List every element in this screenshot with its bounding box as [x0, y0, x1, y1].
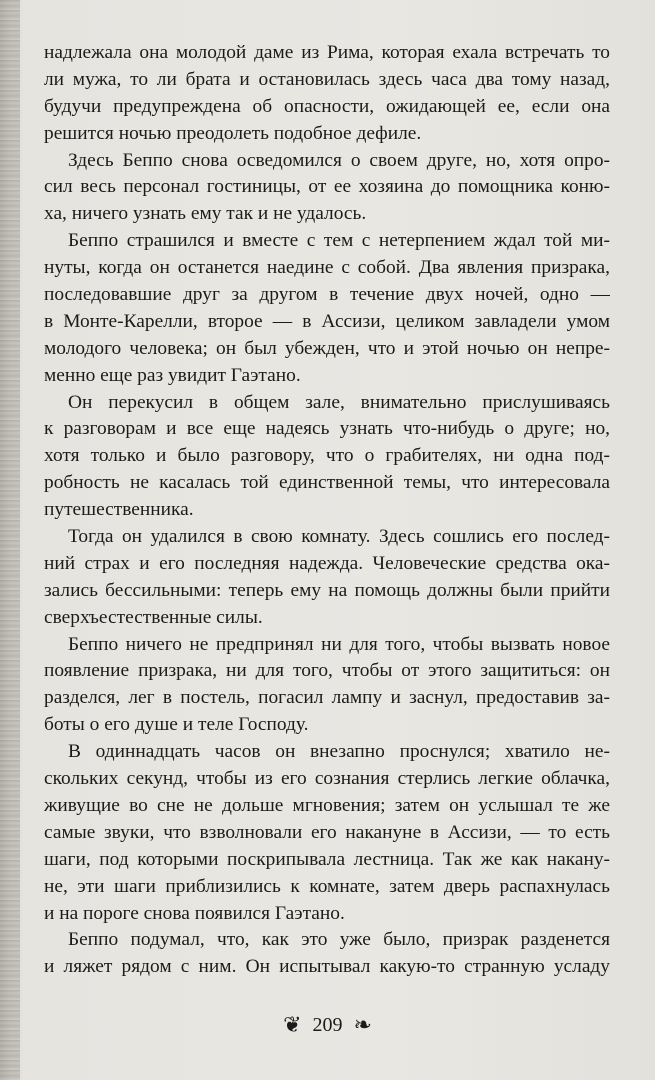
text-line: путешественника. — [44, 499, 194, 521]
text-line: и ляжет рядом с ним. Он испытывал какую-то странную усладу — [44, 956, 610, 978]
fleuron-left-icon: ❦ — [283, 1012, 302, 1037]
text-line: зались бессильными: теперь ему на помощь должны были прийти — [44, 579, 610, 601]
text-line: хотя только и было разговору, что о грабителях, ни одна под- — [44, 445, 610, 467]
text-line: разделся, лег в постель, погасил лампу и заснул, предоставив за- — [44, 687, 610, 709]
text-line: надлежала она молодой даме из Рима, которая ехала встречать то — [44, 42, 610, 63]
text-line: в Монте-Карелли, второе — в Ассизи, целиком завладели умом — [44, 310, 610, 332]
text-line: ли мужа, то ли брата и остановилась здесь часа два тому назад, — [44, 68, 610, 90]
text-line: живущие во сне не дольше мгновения; затем он услышал те же — [44, 794, 610, 816]
fleuron-right-icon: ❧ — [353, 1012, 372, 1037]
text-line: появление призрака, ни для того, чтобы от этого защититься: он — [44, 660, 610, 682]
text-line: нуты, когда он останется наедине с собой. Два явления призрака, — [44, 257, 610, 279]
text-line: Беппо страшился и вместе с тем с нетерпением ждал той ми- — [68, 230, 610, 252]
text-line: скольких секунд, чтобы из его сознания стерлись легкие облачка, — [44, 768, 610, 790]
page-number: 209 — [312, 1013, 343, 1036]
text-line: самые звуки, что взволновали его накануне в Ассизи, — то есть — [44, 821, 610, 843]
page-text — [44, 40, 610, 981]
page-binding-edge — [0, 0, 20, 1080]
text-line: Тогда он удалился в свою комнату. Здесь сошлись его послед- — [68, 526, 610, 548]
text-line: Он перекусил в общем зале, внимательно прислушиваясь — [68, 391, 610, 413]
text-line: последовавшие друг за другом в течение двух ночей, одно — — [44, 284, 610, 306]
text-line: шаги, под которыми поскрипывала лестница. Так же как накану- — [44, 848, 610, 870]
text-line: и на пороге снова появился Гаэтано. — [44, 902, 345, 924]
text-line: Беппо ничего не предпринял ни для того, чтобы вызвать новое — [68, 633, 610, 655]
text-line: В одиннадцать часов он внезапно проснулся; хватило не- — [68, 741, 610, 763]
text-line: робность не касалась той единственной темы, что интересовала — [44, 472, 610, 494]
text-line: ха, ничего узнать ему так и не удалось. — [44, 203, 367, 225]
text-line: сверхъестественные силы. — [44, 606, 263, 628]
text-line: сил весь персонал гостиницы, от ее хозяина до помощника коню- — [44, 176, 610, 198]
text-line: решится ночью преодолеть подобное дефиле. — [44, 122, 422, 144]
text-line: Беппо подумал, что, как это уже было, призрак разденется — [68, 929, 610, 951]
text-line: ний страх и его последняя надежда. Человеческие средства ока- — [44, 552, 610, 574]
text-line: боты о его душе и теле Господу. — [44, 714, 309, 736]
page-footer — [0, 1012, 655, 1038]
text-line: будучи предупреждена об опасности, ожидающей ее, если она — [44, 95, 610, 117]
text-line: менно еще раз увидит Гаэтано. — [44, 364, 301, 386]
text-line: к разговорам и все еще надеясь узнать что-нибудь о друге; но, — [44, 418, 610, 440]
text-line: молодого человека; он был убежден, что и этой ночью он непре- — [44, 337, 610, 359]
text-line: Здесь Беппо снова осведомился о своем друге, но, хотя опро- — [68, 149, 610, 171]
text-line: не, эти шаги приблизились к комнате, затем дверь распахнулась — [44, 875, 610, 897]
